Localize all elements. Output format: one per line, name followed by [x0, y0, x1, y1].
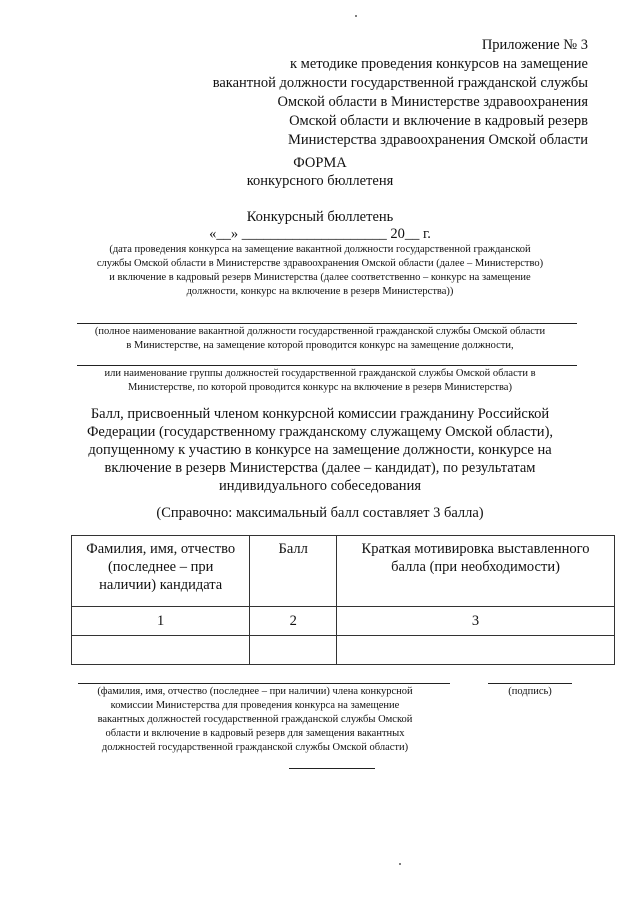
position-note-line: (полное наименование вакантной должности государственной гражданской службы Омской области: [94, 326, 546, 337]
bulletin-title: Конкурсный бюллетень: [246, 209, 394, 225]
table-cell-motivation[interactable]: [337, 636, 615, 665]
column-number: 2: [250, 607, 337, 636]
member-note-line: комиссии Министерства для проведения конкурса на замещение: [110, 700, 400, 711]
date-note-line: и включение в кадровый резерв Министерства (далее соответственно – конкурс на замещение: [109, 272, 531, 283]
group-note-line: Министерстве, по которой проводится конкурс на включение в резерв Министерства): [128, 382, 512, 393]
table-number-row: [72, 607, 615, 636]
member-note-line: области и включение в кадровый резерв для замещения вакантных: [105, 728, 405, 739]
appendix-line: к методике проведения конкурсов на замещение: [289, 56, 588, 72]
appendix-line: Приложение № 3: [481, 37, 588, 53]
header-score: Балл: [250, 536, 337, 607]
column-number: 1: [72, 607, 250, 636]
table-cell-candidate[interactable]: [72, 636, 250, 665]
date-line: «__» ____________________ 20__ г.: [209, 226, 431, 242]
appendix-line: вакантной должности государственной гражданской службы: [212, 75, 588, 91]
member-note-line: (фамилия, имя, отчество (последнее – при наличии) члена конкурсной: [97, 686, 413, 697]
score-paragraph-line: допущенному к участию в конкурсе на замещение должности, конкурсе на: [88, 442, 552, 458]
date-note-line: (дата проведения конкурса на замещение вакантной должности государственной гражданской: [109, 244, 531, 255]
member-note: [60, 685, 450, 755]
form-title: [0, 154, 640, 190]
group-note: [0, 367, 640, 395]
signature-label: (подпись): [508, 686, 552, 697]
date-note: [0, 243, 640, 299]
scan-speck: [355, 15, 357, 17]
signature-fill-line: [488, 683, 572, 684]
score-table: [71, 535, 615, 665]
member-fill-line: [78, 683, 450, 684]
appendix-line: Омской области и включение в кадровый резерв: [289, 113, 588, 129]
table-cell-score[interactable]: [250, 636, 337, 665]
date-note-line: должности, конкурс на включение в резерв Министерства)): [186, 286, 454, 297]
table-row: [72, 636, 615, 665]
header-motivation: Краткая мотивировка выставленного балла (при необходимости): [337, 536, 615, 607]
table-header-row: [72, 536, 615, 607]
score-paragraph-line: индивидуального собеседования: [218, 478, 422, 494]
appendix-line: Министерства здравоохранения Омской области: [288, 132, 588, 148]
score-paragraph-line: включение в резерв Министерства (далее – кандидат), по результатам: [104, 460, 536, 476]
form-title-line: ФОРМА: [293, 155, 347, 171]
appendix-block: [213, 36, 588, 150]
group-note-line: или наименование группы должностей государственной гражданской службы Омской области в: [104, 368, 536, 379]
form-subtitle: конкурсного бюллетеня: [246, 173, 394, 189]
closing-divider: [289, 768, 375, 769]
score-paragraph-line: Федерации (государственному гражданскому служащему Омской области),: [86, 424, 554, 440]
header-candidate-name: Фамилия, имя, отчество (последнее – при наличии) кандидата: [72, 536, 250, 607]
position-note: [0, 325, 640, 353]
position-note-line: в Министерстве, на замещение которой проводится конкурс на замещение должности,: [126, 340, 514, 351]
member-note-line: вакантных должностей государственной гражданской службы Омской: [97, 714, 413, 725]
date-note-line: службы Омской области в Министерстве здравоохранения Омской области (далее – Министерство): [96, 258, 544, 269]
score-paragraph: [0, 405, 640, 495]
group-fill-line: [77, 365, 577, 366]
appendix-line: Омской области в Министерстве здравоохранения: [277, 94, 588, 110]
member-note-line: должностей государственной гражданской службы Омской области): [101, 742, 409, 753]
score-paragraph-line: Балл, присвоенный членом конкурсной комиссии гражданину Российской: [90, 406, 550, 422]
column-number: 3: [337, 607, 615, 636]
reference-note: (Справочно: максимальный балл составляет 3 балла): [156, 505, 484, 521]
scan-speck: [399, 863, 401, 865]
position-fill-line: [77, 323, 577, 324]
